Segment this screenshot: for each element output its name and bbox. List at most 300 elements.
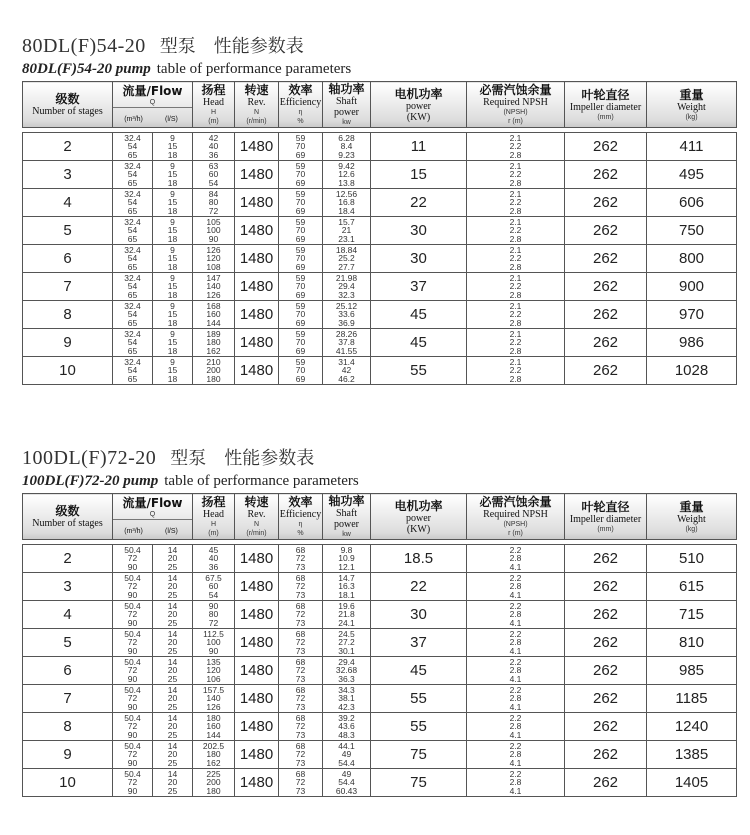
efficiency-value: 70 [295, 337, 306, 348]
npsh [467, 162, 564, 188]
head [193, 714, 234, 740]
header-impeller-cn: 叶轮直径 [581, 499, 630, 514]
header-efficiency-en: Efficiency [279, 509, 322, 520]
flow-ls-value: 15 [167, 141, 178, 152]
header-flow-units [113, 107, 192, 126]
npsh-value: 2.1 [509, 132, 522, 143]
flow-m3h-value: 50.4 [124, 768, 141, 779]
efficiency [279, 190, 322, 216]
shaft-power-value: 6.28 [338, 132, 355, 143]
npsh-cell [467, 245, 565, 273]
npsh-value: 2.8 [509, 289, 522, 300]
head-value: 168 [206, 300, 221, 311]
efficiency-values-wrap [279, 161, 322, 188]
efficiency-cell [279, 657, 323, 685]
weight-cell: 1240 [647, 713, 737, 741]
efficiency [279, 658, 322, 684]
npsh-value: 2.2 [509, 365, 522, 376]
head-value: 45 [208, 544, 219, 555]
head-value: 202.5 [202, 740, 225, 751]
flow-ls-value: 14 [167, 768, 178, 779]
stage-cell: 4 [23, 189, 113, 217]
head-value: 200 [206, 777, 221, 788]
head-cell [193, 133, 235, 161]
flow-m3h-value: 72 [127, 581, 138, 592]
efficiency-cell [279, 217, 323, 245]
motor-power-cell: 30 [371, 245, 467, 273]
header-rev-en: Rev. [247, 97, 266, 108]
shaft-power-value: 18.1 [338, 589, 355, 600]
rev-cell: 1480 [235, 245, 279, 273]
header-flow-unit-ls: (l/S) [165, 115, 178, 123]
efficiency-values-wrap [279, 657, 322, 684]
npsh-value: 2.2 [509, 141, 522, 152]
npsh-value: 2.2 [509, 656, 522, 667]
flow-m3h-value: 72 [127, 749, 138, 760]
head-value: 180 [206, 712, 221, 723]
subtitle-en: table of performance parameters [156, 61, 352, 77]
efficiency-value: 69 [295, 345, 306, 356]
head-value: 106 [206, 673, 221, 684]
impeller-cell: 262 [565, 713, 647, 741]
header-rev-sym: N [253, 521, 260, 528]
flow-ls-value: 9 [170, 300, 175, 311]
rev-cell: 1480 [235, 573, 279, 601]
efficiency [279, 330, 322, 356]
flow-m3h-value: 72 [127, 637, 138, 648]
flow-ls-value: 25 [167, 561, 178, 572]
shaft-values-wrap [323, 657, 370, 684]
npsh-value: 2.2 [509, 253, 522, 264]
shaft-power-value: 23.1 [338, 233, 355, 244]
shaft-power-value: 46.2 [338, 373, 355, 384]
efficiency-value: 72 [295, 721, 306, 732]
shaft-power [323, 574, 370, 600]
rev-cell: 1480 [235, 133, 279, 161]
npsh-value: 4.1 [509, 729, 522, 740]
npsh-value: 2.8 [509, 665, 522, 676]
header-efficiency-sym: η [298, 109, 303, 116]
shaft-values-wrap [323, 301, 370, 328]
shaft-power-cell [323, 601, 371, 629]
weight-cell: 411 [647, 133, 737, 161]
header-flow-unit-ls: (l/S) [165, 527, 178, 535]
npsh [467, 714, 564, 740]
shaft-power-value: 44.1 [338, 740, 355, 751]
efficiency-value: 72 [295, 693, 306, 704]
head-value: 80 [208, 197, 219, 208]
header-npsh-en: Required NPSH [483, 97, 548, 108]
flow-ls-value: 18 [167, 261, 178, 272]
head-values-wrap [193, 741, 234, 768]
flow-ls-value: 15 [167, 253, 178, 264]
efficiency-cell [279, 545, 323, 573]
stage-cell: 2 [23, 133, 113, 161]
rev-cell: 1480 [235, 301, 279, 329]
motor-power-cell: 37 [371, 629, 467, 657]
npsh-cell [467, 741, 565, 769]
impeller-cell: 262 [565, 329, 647, 357]
efficiency-value: 59 [295, 160, 306, 171]
impeller-cell: 262 [565, 601, 647, 629]
flow-values [113, 161, 192, 188]
flow-m3h-value: 32.4 [124, 244, 141, 255]
performance-table [22, 493, 737, 797]
flow-m3h [113, 133, 152, 160]
header-npsh-cn: 必需汽蚀余量 [479, 495, 552, 509]
flow-m3h [113, 545, 152, 572]
shaft-values-wrap [323, 329, 370, 356]
flow-cell [113, 301, 193, 329]
header-motor-power-en: power [406, 512, 431, 524]
header-row [23, 494, 737, 540]
flow-ls-value: 9 [170, 356, 175, 367]
motor-power-cell: 30 [371, 601, 467, 629]
npsh-values-wrap [467, 601, 564, 628]
flow-ls-value: 14 [167, 572, 178, 583]
shaft-power [323, 770, 370, 796]
flow-m3h [113, 357, 152, 384]
flow-m3h-value: 90 [127, 673, 138, 684]
header-efficiency [279, 494, 323, 540]
motor-power-cell: 22 [371, 573, 467, 601]
shaft-power-value: 42 [341, 365, 352, 376]
shaft-power-value: 9.42 [338, 160, 355, 171]
header-rev [235, 82, 279, 128]
npsh [467, 686, 564, 712]
head-values-wrap [193, 357, 234, 384]
shaft-power-cell [323, 329, 371, 357]
efficiency-values-wrap [279, 573, 322, 600]
shaft-values-wrap [323, 573, 370, 600]
header-npsh [467, 494, 565, 540]
shaft-power-value: 25.12 [335, 300, 358, 311]
header-head-cn: 扬程 [201, 83, 226, 97]
efficiency-value: 72 [295, 609, 306, 620]
header-motor-power-cn: 电机功率 [394, 498, 443, 513]
npsh-cell [467, 161, 565, 189]
header-stages-cn: 级数 [55, 504, 80, 518]
header-efficiency-sym: η [298, 521, 303, 528]
npsh [467, 330, 564, 356]
flow-ls-value: 20 [167, 637, 178, 648]
npsh-cell [467, 217, 565, 245]
flow-ls [152, 685, 192, 712]
table-row [23, 769, 737, 797]
flow-ls [152, 357, 192, 384]
efficiency-value: 73 [295, 561, 306, 572]
head-value: 200 [206, 365, 221, 376]
efficiency-value: 69 [295, 317, 306, 328]
efficiency-cell [279, 189, 323, 217]
flow-m3h-value: 50.4 [124, 572, 141, 583]
npsh-value: 2.8 [509, 317, 522, 328]
npsh-values-wrap [467, 629, 564, 656]
header-weight-en: Weight [677, 513, 706, 525]
efficiency-value: 68 [295, 768, 306, 779]
rev-cell: 1480 [235, 713, 279, 741]
stage-cell: 6 [23, 657, 113, 685]
efficiency-value: 73 [295, 589, 306, 600]
flow-m3h [113, 769, 152, 796]
head-cell [193, 573, 235, 601]
header-efficiency [279, 82, 323, 128]
shaft-power-cell [323, 713, 371, 741]
header-rev-unit: (r/min) [246, 118, 267, 125]
head-value: 60 [208, 581, 219, 592]
stage-cell: 8 [23, 713, 113, 741]
flow-m3h-value: 54 [127, 225, 138, 236]
head-cell [193, 161, 235, 189]
shaft-power [323, 190, 370, 216]
flow-cell [113, 545, 193, 573]
impeller-cell: 262 [565, 741, 647, 769]
shaft-power [323, 218, 370, 244]
stage-cell: 6 [23, 245, 113, 273]
flow-m3h [113, 217, 152, 244]
efficiency-value: 59 [295, 188, 306, 199]
subtitle-model: 80DL(F)54-20 pump [22, 61, 151, 77]
efficiency-value: 73 [295, 645, 306, 656]
weight-cell: 1185 [647, 685, 737, 713]
rev-cell: 1480 [235, 629, 279, 657]
weight-cell: 1028 [647, 357, 737, 385]
header-flow [113, 494, 193, 540]
header-efficiency-en: Efficiency [279, 97, 322, 108]
header-rev-unit: (r/min) [246, 530, 267, 537]
head-values-wrap [193, 601, 234, 628]
head-value: 72 [208, 617, 219, 628]
impeller-cell: 262 [565, 133, 647, 161]
npsh-value: 2.8 [509, 261, 522, 272]
header-stages-en: Number of stages [32, 518, 103, 529]
npsh-value: 2.1 [509, 160, 522, 171]
header-npsh-unit: r (m) [508, 118, 523, 125]
flow-m3h-value: 50.4 [124, 740, 141, 751]
npsh-values-wrap [467, 273, 564, 300]
npsh-values-wrap [467, 133, 564, 160]
npsh-values-wrap [467, 657, 564, 684]
npsh-value: 2.2 [509, 197, 522, 208]
flow-m3h-value: 65 [127, 345, 138, 356]
table-row [23, 217, 737, 245]
shaft-power-value: 18.84 [335, 244, 358, 255]
flow-ls-value: 18 [167, 345, 178, 356]
head-value: 90 [208, 645, 219, 656]
head-value: 100 [206, 225, 221, 236]
npsh-cell [467, 769, 565, 797]
efficiency-value: 68 [295, 572, 306, 583]
flow-m3h-value: 50.4 [124, 656, 141, 667]
efficiency-value: 70 [295, 197, 306, 208]
motor-power-cell: 15 [371, 161, 467, 189]
npsh-value: 2.2 [509, 740, 522, 751]
table-row [23, 301, 737, 329]
shaft-power [323, 602, 370, 628]
npsh-value: 2.2 [509, 281, 522, 292]
flow-ls-value: 14 [167, 544, 178, 555]
impeller-cell: 262 [565, 161, 647, 189]
shaft-power-value: 54.4 [338, 777, 355, 788]
flow-values [113, 657, 192, 684]
npsh [467, 246, 564, 272]
head-cell [193, 189, 235, 217]
efficiency-values-wrap [279, 601, 322, 628]
efficiency-value: 70 [295, 309, 306, 320]
header-flow-unit-m3h: (m³/h) [124, 527, 143, 535]
stage-cell: 3 [23, 161, 113, 189]
npsh-value: 2.2 [509, 768, 522, 779]
header-flow-top [113, 496, 192, 519]
efficiency-value: 68 [295, 600, 306, 611]
header-shaft-power-cn: 轴功率 [328, 82, 365, 96]
header-motor-power-unit: (KW) [406, 523, 431, 535]
stage-cell: 10 [23, 357, 113, 385]
npsh-value: 4.1 [509, 757, 522, 768]
stage-cell: 5 [23, 629, 113, 657]
header-shaft-power [323, 82, 371, 128]
shaft-power-value: 32.3 [338, 289, 355, 300]
head-value: 180 [206, 749, 221, 760]
head-value: 42 [208, 132, 219, 143]
shaft-power-cell [323, 573, 371, 601]
title-model: 100DL(F)72-20 [22, 447, 157, 469]
flow-m3h [113, 713, 152, 740]
shaft-power-value: 9.23 [338, 149, 355, 160]
flow-cell [113, 189, 193, 217]
shaft-power [323, 742, 370, 768]
flow-ls [152, 329, 192, 356]
header-weight-en: Weight [677, 101, 706, 113]
impeller-cell: 262 [565, 769, 647, 797]
motor-power-cell: 55 [371, 713, 467, 741]
header-weight-unit: (kg) [685, 113, 698, 121]
header-head-unit: (m) [208, 118, 219, 125]
header-npsh-cn: 必需汽蚀余量 [479, 83, 552, 97]
npsh-cell [467, 601, 565, 629]
weight-cell: 715 [647, 601, 737, 629]
table-row [23, 685, 737, 713]
head-value: 80 [208, 609, 219, 620]
npsh-cell [467, 713, 565, 741]
head-value: 160 [206, 721, 221, 732]
head-value: 157.5 [202, 684, 225, 695]
head-value: 60 [208, 169, 219, 180]
efficiency-value: 68 [295, 740, 306, 751]
shaft-power-cell [323, 273, 371, 301]
flow-ls [152, 601, 192, 628]
rev-cell: 1480 [235, 601, 279, 629]
head-value: 36 [208, 561, 219, 572]
npsh-values-wrap [467, 189, 564, 216]
flow-ls-value: 9 [170, 160, 175, 171]
rev-cell: 1480 [235, 357, 279, 385]
shaft-power [323, 686, 370, 712]
head [193, 574, 234, 600]
flow-m3h [113, 273, 152, 300]
flow-ls-value: 9 [170, 216, 175, 227]
shaft-power-value: 49 [341, 749, 352, 760]
flow-ls [152, 573, 192, 600]
shaft-power-cell [323, 545, 371, 573]
flow-m3h [113, 629, 152, 656]
subtitle-model: 100DL(F)72-20 pump [22, 473, 159, 489]
npsh-value: 2.8 [509, 233, 522, 244]
npsh [467, 630, 564, 656]
efficiency-value: 69 [295, 149, 306, 160]
head [193, 770, 234, 796]
shaft-power-cell [323, 357, 371, 385]
efficiency-cell [279, 741, 323, 769]
title-model: 80DL(F)54-20 [22, 35, 146, 57]
shaft-power-value: 43.6 [338, 721, 355, 732]
head-value: 144 [206, 317, 221, 328]
flow-m3h-value: 90 [127, 645, 138, 656]
efficiency-value: 72 [295, 637, 306, 648]
table-row [23, 713, 737, 741]
stage-cell: 10 [23, 769, 113, 797]
shaft-power-value: 21.98 [335, 272, 358, 283]
shaft-power-value: 8.4 [340, 141, 353, 152]
efficiency-value: 59 [295, 244, 306, 255]
header-impeller-unit: (mm) [597, 113, 614, 121]
flow-m3h [113, 657, 152, 684]
table-row [23, 741, 737, 769]
flow-m3h-value: 32.4 [124, 160, 141, 171]
impeller-cell: 262 [565, 629, 647, 657]
header-impeller [565, 494, 647, 540]
head-cell [193, 357, 235, 385]
npsh [467, 658, 564, 684]
header-flow-sym: Q [149, 510, 156, 518]
flow-ls-value: 20 [167, 553, 178, 564]
flow-m3h-value: 32.4 [124, 328, 141, 339]
header-flow-cn: 流量/Flow [122, 83, 183, 98]
rev-cell: 1480 [235, 217, 279, 245]
weight-cell: 615 [647, 573, 737, 601]
shaft-values-wrap [323, 629, 370, 656]
efficiency-values-wrap [279, 217, 322, 244]
flow-m3h-value: 32.4 [124, 216, 141, 227]
header-npsh-en: Required NPSH [483, 509, 548, 520]
flow-ls-value: 18 [167, 205, 178, 216]
npsh-cell [467, 189, 565, 217]
flow-cell [113, 133, 193, 161]
efficiency-cell [279, 629, 323, 657]
flow-ls [152, 629, 192, 656]
head-cell [193, 685, 235, 713]
npsh-value: 2.1 [509, 328, 522, 339]
efficiency-value: 68 [295, 544, 306, 555]
header-rev [235, 494, 279, 540]
header-impeller-unit: (mm) [597, 525, 614, 533]
shaft-power [323, 274, 370, 300]
head-value: 40 [208, 553, 219, 564]
flow-m3h-value: 65 [127, 149, 138, 160]
shaft-power-value: 27.7 [338, 261, 355, 272]
npsh [467, 358, 564, 384]
efficiency-value: 70 [295, 169, 306, 180]
head-values-wrap [193, 329, 234, 356]
efficiency-values-wrap [279, 685, 322, 712]
efficiency-values-wrap [279, 133, 322, 160]
shaft-power-value: 38.1 [338, 693, 355, 704]
npsh-values-wrap [467, 741, 564, 768]
shaft-power-value: 25.2 [338, 253, 355, 264]
npsh-value: 2.8 [509, 693, 522, 704]
npsh [467, 602, 564, 628]
flow-m3h-value: 50.4 [124, 628, 141, 639]
